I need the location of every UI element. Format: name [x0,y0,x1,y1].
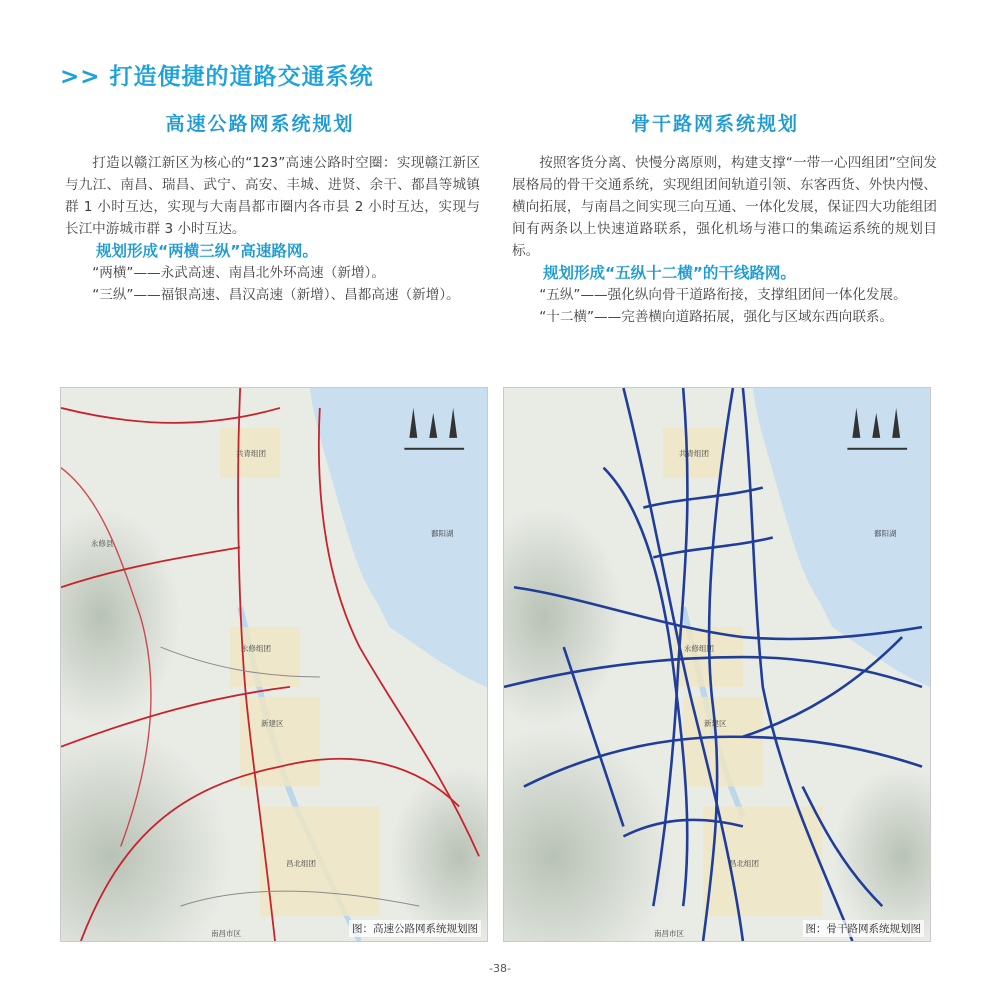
map-label-yongxiu-county: 永修县 [91,539,114,548]
highway-highlight: 规划形成“两横三纵”高速路网。 [96,242,318,260]
trunk-line-1: “五纵”——强化纵向骨干道路衔接，支撑组团间一体化发展。 [539,287,907,303]
map-label-gongqing: 共青组团 [679,449,709,458]
map-label-poyang: 鄱阳湖 [431,529,454,538]
map-label-yongxiu: 永修组团 [241,644,271,653]
trunk-map-graphic [504,388,930,941]
page-number: -38- [489,962,511,975]
trunk-line-2: “十二横”——完善横向道路拓展，强化与区域东西向联系。 [539,309,894,325]
map-label-xinjian: 新建区 [704,719,727,728]
map-label-nanchang: 南昌市区 [654,929,684,938]
trunk-text-block [512,152,937,328]
highway-line-1: “两横”——永武高速、南昌北外环高速（新增）。 [92,265,385,281]
highway-map-graphic [61,388,487,941]
map-label-xinjian: 新建区 [261,719,284,728]
map-label-poyang: 鄱阳湖 [874,529,897,538]
map-label-gongqing: 共青组团 [236,449,266,458]
trunk-road-subtitle: 骨干路网系统规划 [630,113,799,135]
section-title: >> 打造便捷的道路交通系统 [60,64,374,90]
highway-paragraph: 打造以赣江新区为核心的“123”高速公路时空圈：实现赣江新区与九江、南昌、瑞昌、武宁、高安、丰城、进贤、余干、都昌等城镇群 1 小时互达，实现与大南昌都市圈内各市县 2 小时互达，实现与长江中游城市群 3 小时互达。 [65,155,480,237]
map-label-changbei: 昌北组团 [286,859,316,868]
map-label-yongxiu: 永修组团 [684,644,714,653]
trunk-paragraph: 按照客货分离、快慢分离原则，构建支撑“一带一心四组团”空间发展格局的骨干交通系统，实现组团间轨道引领、东客西货、外快内慢、横向拓展，与南昌之间实现三向互通、一体化发展，保证四大功能组团间有两条以上快速道路联系，强化机场与港口的集疏运系统的规划目标。 [512,155,937,259]
map-label-nanchang: 南昌市区 [211,929,241,938]
highway-line-2: “三纵”——福银高速、昌汉高速（新增）、昌都高速（新增）。 [92,287,460,303]
trunk-highlight: 规划形成“五纵十二横”的干线路网。 [543,264,796,282]
highway-subtitle: 高速公路网系统规划 [165,113,355,135]
trunk-road-map [503,387,931,942]
highway-network-map [60,387,488,942]
highway-text-block [65,152,480,306]
map-label-changbei: 昌北组团 [729,859,759,868]
trunk-map-caption: 图：骨干路网系统规划图 [803,920,925,937]
highway-map-caption: 图：高速公路网系统规划图 [349,920,481,937]
